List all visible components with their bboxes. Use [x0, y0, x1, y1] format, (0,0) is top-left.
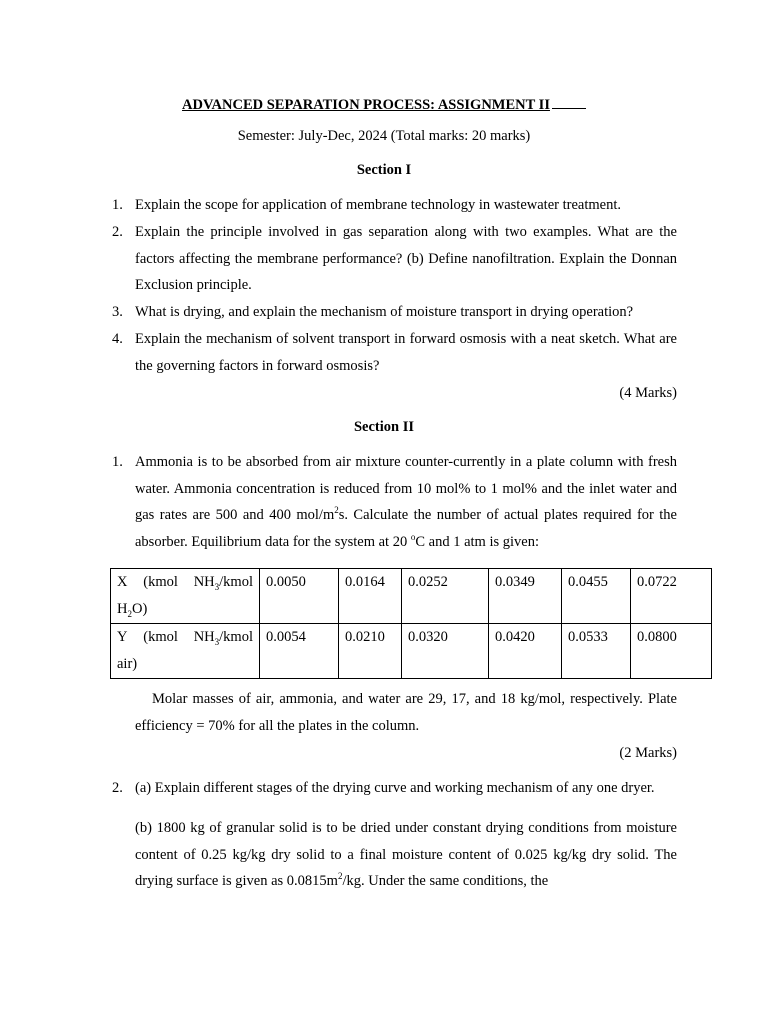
s1-q2-text: Explain the principle involved in gas separation along with two examples. What are the factors affecting the membrane performance? (b) Define nanofiltration. Explain the Donnan Exclusion principle. — [135, 224, 677, 294]
semester-line: Semester: July-Dec, 2024 (Total marks: 20 marks) — [237, 128, 531, 144]
section-1-heading: Section I — [356, 162, 412, 178]
s1-q1-number: 1. — [112, 197, 123, 213]
s1-q3-number: 3. — [112, 304, 123, 320]
assignment-title: ADVANCED SEPARATION PROCESS: ASSIGNMENT II — [0, 94, 768, 114]
table-row-x — [111, 569, 712, 624]
table-cell: 0.0164 — [339, 569, 402, 624]
table-cell: 0.0210 — [339, 624, 402, 679]
table-cell: 0.0800 — [631, 624, 712, 679]
s2-q2-number: 2. — [112, 780, 123, 796]
table-cell: 0.0722 — [631, 569, 712, 624]
row-label-x: X (kmol $NH_3$/kmol $H_2O$) — [111, 569, 260, 624]
s1-q3-text: What is drying, and explain the mechanism of moisture transport in drying operation? — [135, 304, 634, 320]
table-cell: 0.0252 — [402, 569, 489, 624]
table-cell: 0.0054 — [260, 624, 339, 679]
s2-q1-text: Ammonia is to be absorbed from air mixture counter-currently in a plate column with fresh water. Ammonia concentration is reduced from 10 mol% to 1 mol% and the inlet water and gas rates are 500 and 400 mol/$m^2s$. Calculate the number of actual plates required for the absorber. Equilibrium data for the system at 20 $^o$C and 1 atm is given: — [135, 454, 677, 551]
s1-q4-text: Explain the mechanism of solvent transport in forward osmosis with a neat sketch. What are the governing factors in forward osmosis? — [135, 331, 677, 374]
s1-q2-number: 2. — [112, 224, 123, 240]
table-row-y — [111, 624, 712, 679]
s2-q2-part-a: (a) Explain different stages of the drying curve and working mechanism of any one dryer. — [135, 780, 655, 796]
section-2-q1-marks: (2 Marks) — [619, 745, 677, 761]
s2-q2-part-b: (b) 1800 kg of granular solid is to be dried under constant drying conditions from moisture content of 0.25 kg/kg dry solid to a final moisture content of 0.025 kg/kg dry solid. The drying surface is given as $0.0815m^2/kg$. Under the same conditions, the — [135, 820, 677, 890]
equilibrium-data-table — [110, 568, 712, 679]
section-2-heading: Section II — [353, 419, 415, 435]
table-cell: 0.0050 — [260, 569, 339, 624]
s2-q1-number: 1. — [112, 454, 123, 470]
table-cell: 0.0420 — [489, 624, 562, 679]
s1-q4-number: 4. — [112, 331, 123, 347]
table-cell: 0.0349 — [489, 569, 562, 624]
s2-q1-after-table: Molar masses of air, ammonia, and water are 29, 17, and 18 kg/mol, respectively. Plate efficiency = 70% for all the plates in the column. — [135, 691, 677, 734]
table-cell: 0.0320 — [402, 624, 489, 679]
table-cell: 0.0533 — [562, 624, 631, 679]
table-cell: 0.0455 — [562, 569, 631, 624]
s1-q1-text: Explain the scope for application of membrane technology in wastewater treatment. — [135, 197, 621, 213]
row-label-y: Y (kmol $NH_3$/kmol air) — [111, 624, 260, 679]
section-1-marks: (4 Marks) — [619, 385, 677, 401]
